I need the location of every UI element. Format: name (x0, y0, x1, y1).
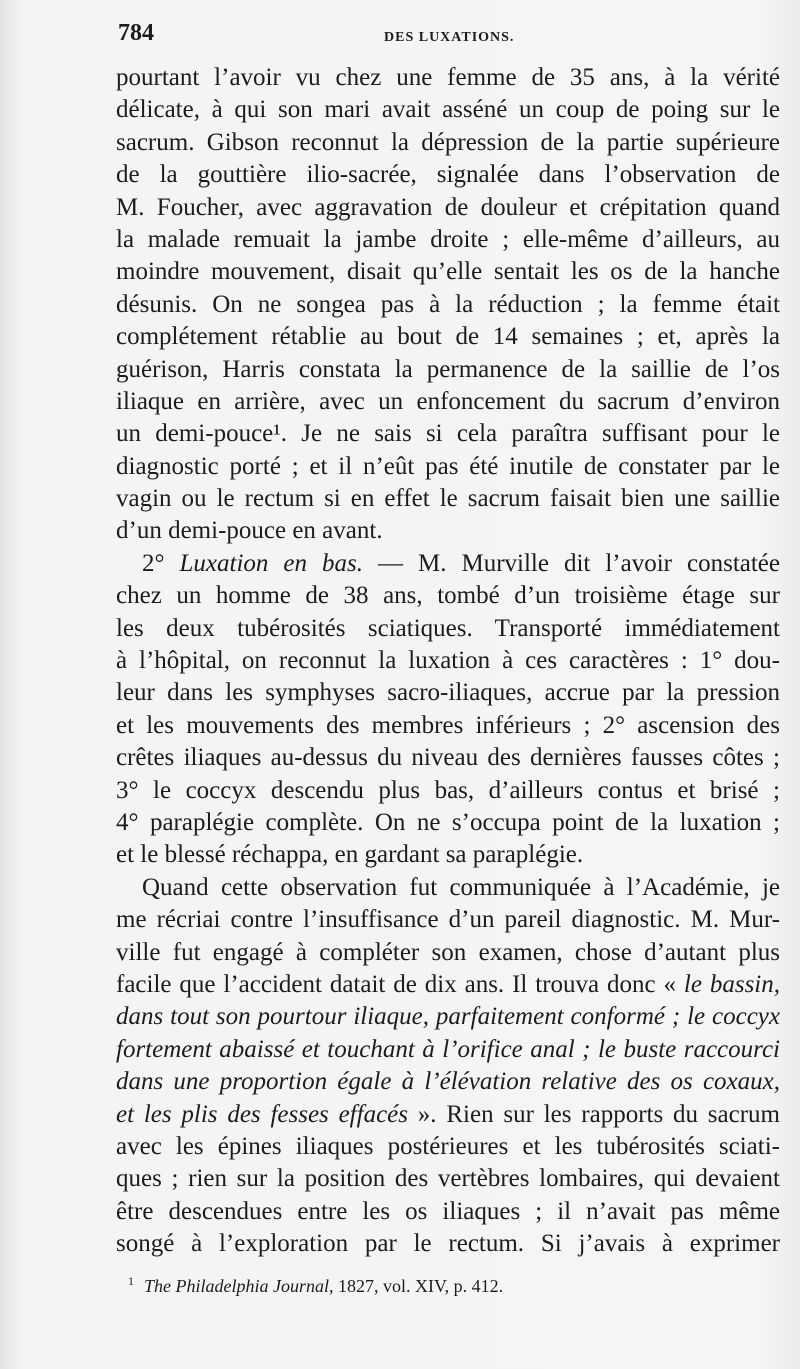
text-line: guérison, Harris constata la permanence de la saillie de l’os (116, 355, 780, 383)
text-line: ville fut engagé à compléter son examen, chose d’autant plus (116, 938, 780, 966)
text-line: de la gouttière ilio-sacrée, signalée dans l’observation de (116, 161, 780, 189)
text-line: délicate, à qui son mari avait asséné un coup de poing sur le (116, 96, 780, 124)
page-header (118, 20, 782, 54)
running-head: DES LUXATIONS. (384, 30, 515, 45)
text-italic: et les plis des fesses effacés (116, 1100, 408, 1128)
quoted-line: dans une proportion égale à l’élévation relative des os coxaux, (116, 1068, 780, 1096)
section-title: Luxation en bas. (179, 549, 363, 577)
text-line: désunis. On ne songea pas à la réduction ; la femme était (116, 290, 780, 318)
body-text (116, 62, 780, 1260)
text-line: les deux tubérosités sciatiques. Transporté immédiatement (116, 614, 780, 642)
text-line: d’un demi-pouce en avant. (116, 517, 383, 545)
text-line: être descendues entre les os iliaques ; il n’avait pas même (116, 1197, 780, 1225)
text-line: 3° le coccyx descendu plus bas, d’ailleurs contus et brisé ; (116, 776, 780, 804)
text-line: songé à l’exploration par le rectum. Si j’avais à exprimer (116, 1230, 780, 1258)
footnote (128, 1274, 768, 1297)
text-line: avec les épines iliaques postérieures et les tubérosités sciati- (116, 1132, 780, 1160)
footnote-mark: 1 (128, 1274, 134, 1288)
page-number: 784 (118, 20, 154, 46)
text-line: iliaque en arrière, avec un enfoncement du sacrum d’environ (116, 387, 780, 415)
text-line: vagin ou le rectum si en effet le sacrum faisait bien une saillie (116, 485, 780, 513)
text-italic: le bassin, (683, 970, 780, 998)
text-line: à l’hôpital, on reconnut la luxation à ces caractères : 1° dou- (116, 647, 780, 675)
text-roman: facile que l’accident datait de dix ans. Il trouva donc « (116, 970, 684, 998)
text-line: et le blessé réchappa, en gardant sa paraplégie. (116, 841, 584, 869)
section-text: — M. Murville dit l’avoir constatée (362, 549, 780, 577)
quoted-line: fortement abaissé et touchant à l’orifice anal ; le buste raccourci (116, 1035, 780, 1063)
text-line: 4° paraplégie complète. On ne s’occupa point de la luxation ; (116, 808, 780, 836)
text-line: crêtes iliaques au-dessus du niveau des dernières fausses côtes ; (116, 744, 780, 772)
text-line (116, 969, 780, 1001)
text-line (116, 1099, 780, 1131)
text-line: un demi-pouce¹. Je ne sais si cela paraîtra suffisant pour le (116, 420, 780, 448)
section-heading-line (116, 548, 780, 580)
footnote-journal: The Philadelphia Journal, (144, 1276, 334, 1296)
text-line: diagnostic porté ; et il n’eût pas été inutile de constater par le (116, 452, 780, 480)
text-line: chez un homme de 38 ans, tombé d’un troisième étage sur (116, 582, 780, 610)
footnote-citation: 1827, vol. XIV, p. 412. (333, 1276, 504, 1296)
text-line: me récriai contre l’insuffisance d’un pareil diagnostic. M. Mur- (116, 906, 780, 934)
text-line: M. Foucher, avec aggravation de douleur et crépitation quand (116, 193, 780, 221)
text-line: et les mouvements des membres inférieurs ; 2° ascension des (116, 711, 780, 739)
text-line: leur dans les symphyses sacro-iliaques, accrue par la pression (116, 679, 780, 707)
text-line: ques ; rien sur la position des vertèbres lombaires, qui devaient (116, 1165, 780, 1193)
text-line: pourtant l’avoir vu chez une femme de 35 ans, à la vérité (116, 64, 780, 91)
text-line: complétement rétablie au bout de 14 semaines ; et, après la (116, 323, 780, 351)
text-line: sacrum. Gibson reconnut la dépression de la partie supérieure (116, 128, 780, 156)
text-line: moindre mouvement, disait qu’elle sentait les os de la hanche (116, 258, 780, 286)
text-roman: ». Rien sur les rapports du sacrum (408, 1100, 780, 1128)
section-number: 2° (142, 549, 180, 577)
text-line: la malade remuait la jambe droite ; elle-même d’ailleurs, au (116, 225, 780, 253)
text-line: Quand cette observation fut communiquée à l’Académie, je (142, 873, 780, 901)
quoted-line: dans tout son pourtour iliaque, parfaitement conformé ; le coccyx (116, 1003, 780, 1031)
